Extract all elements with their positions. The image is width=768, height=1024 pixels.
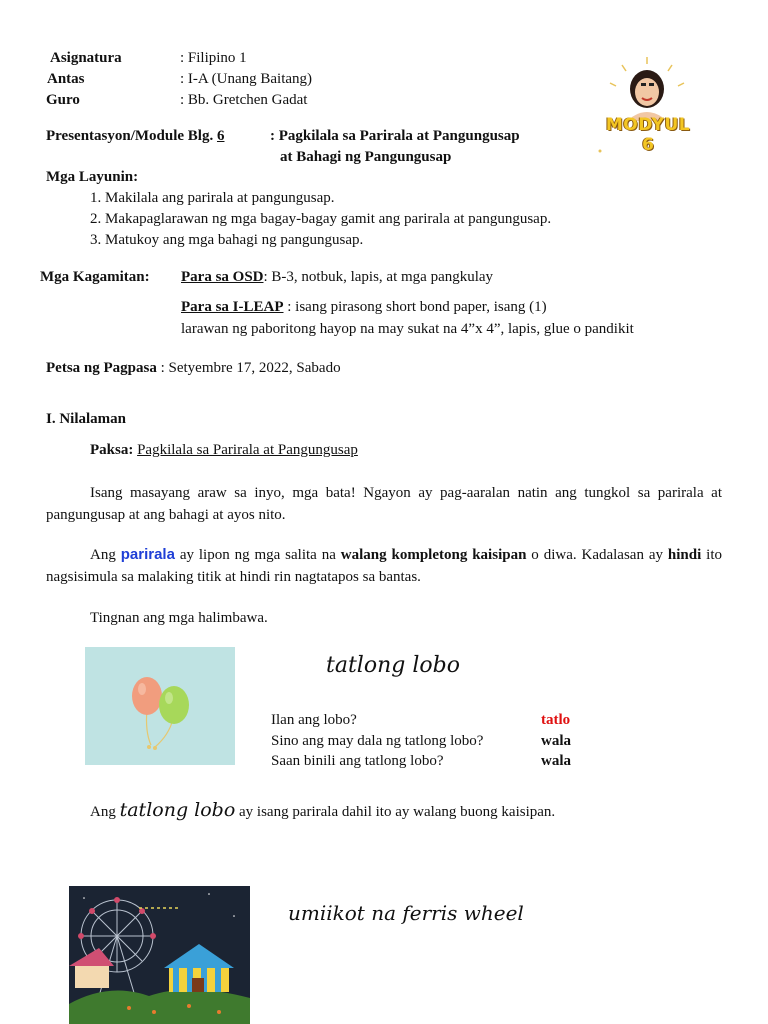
petsa-label: Petsa ng Pagpasa	[46, 360, 157, 376]
kagamitan-heading: Mga Kagamitan:	[40, 269, 150, 285]
example1-question: Sino ang may dala ng tatlong lobo?	[271, 733, 484, 749]
parirala-keyword: parirala	[120, 546, 175, 563]
module-label: Presentasyon/Module Blg. 6	[46, 128, 225, 144]
modyul-badge	[592, 55, 702, 165]
module-title-line2: at Bahagi ng Pangungusap	[280, 149, 452, 165]
petsa-value: : Setyembre 17, 2022, Sabado	[156, 360, 341, 376]
modyul-badge-line2: 6	[642, 135, 654, 155]
balloon-icon	[85, 647, 235, 765]
example1-answer: tatlo	[541, 712, 571, 728]
layunin-item: 2. Makapaglarawan ng mga bagay-bagay gamit ang parirala at pangungusap.	[90, 211, 552, 227]
osd-label: Para sa OSD	[181, 269, 264, 285]
asignatura-value: : Filipino 1	[180, 50, 247, 66]
kagamitan-ileap-line2: larawan ng paboritong hayop na may sukat na 4”x 4”, lapis, glue o pandikit	[181, 321, 634, 337]
layunin-item: 3. Matukoy ang mga bahagi ng pangungusap.	[90, 232, 364, 248]
definition-paragraph: Ang parirala ay lipon ng mga salita na walang kompletong kaisipan o diwa. Kadalasan ay hindi ito nagsisimula sa malaking titik at hindi rin nagtatapos sa bantas.	[46, 546, 722, 585]
paksa-value: Pagkilala sa Parirala at Pangungusap	[137, 442, 358, 458]
kagamitan-osd: Para sa OSD: B-3, notbuk, lapis, at mga pangkulay	[181, 269, 494, 285]
antas-label: Antas	[47, 71, 85, 87]
guro-label: Guro	[46, 92, 80, 108]
example1-answer: wala	[541, 733, 571, 749]
ferris-wheel-image	[69, 886, 250, 1024]
ferris-wheel-icon	[69, 886, 250, 1024]
petsa	[46, 359, 341, 377]
tingnan-text: Tingnan ang mga halimbawa.	[90, 610, 268, 626]
balloons-image	[85, 647, 235, 765]
layunin-heading: Mga Layunin:	[46, 169, 139, 185]
ileap-label: Para sa I-LEAP	[181, 299, 284, 315]
layunin-item: 1. Makilala ang parirala at pangungusap.	[90, 190, 335, 206]
paksa	[90, 441, 358, 459]
conclusion-script: tatlong lobo	[119, 799, 236, 821]
example1-script-title: tatlong lobo	[326, 653, 460, 678]
modyul-badge-line1: MODYUL	[605, 115, 691, 135]
example1-conclusion: Ang tatlong lobo ay isang parirala dahil ito ay walang buong kaisipan.	[90, 799, 556, 821]
kagamitan-ileap: Para sa I-LEAP : isang pirasong short bond paper, isang (1)	[181, 299, 547, 315]
guro-value: : Bb. Gretchen Gadat	[180, 92, 308, 108]
antas-value: : I-A (Unang Baitang)	[180, 71, 313, 87]
example2-script-title: umiikot na ferris wheel	[288, 901, 524, 925]
example1-question: Saan binili ang tatlong lobo?	[271, 753, 444, 769]
module-title-line1: : Pagkilala sa Parirala at Pangungusap	[270, 128, 520, 144]
module-number: 6	[216, 128, 225, 144]
nilalaman-heading: I. Nilalaman	[46, 411, 127, 427]
paksa-label: Paksa:	[90, 442, 134, 458]
example1-question: Ilan ang lobo?	[271, 712, 357, 728]
example1-answer: wala	[541, 753, 571, 769]
intro-paragraph: Isang masayang araw sa inyo, mga bata! Ngayon ay pag-aaralan natin ang tungkol sa parirala at pangungusap at ang bahagi at ayos nito.	[46, 485, 722, 523]
asignatura-label: Asignatura	[50, 50, 122, 66]
